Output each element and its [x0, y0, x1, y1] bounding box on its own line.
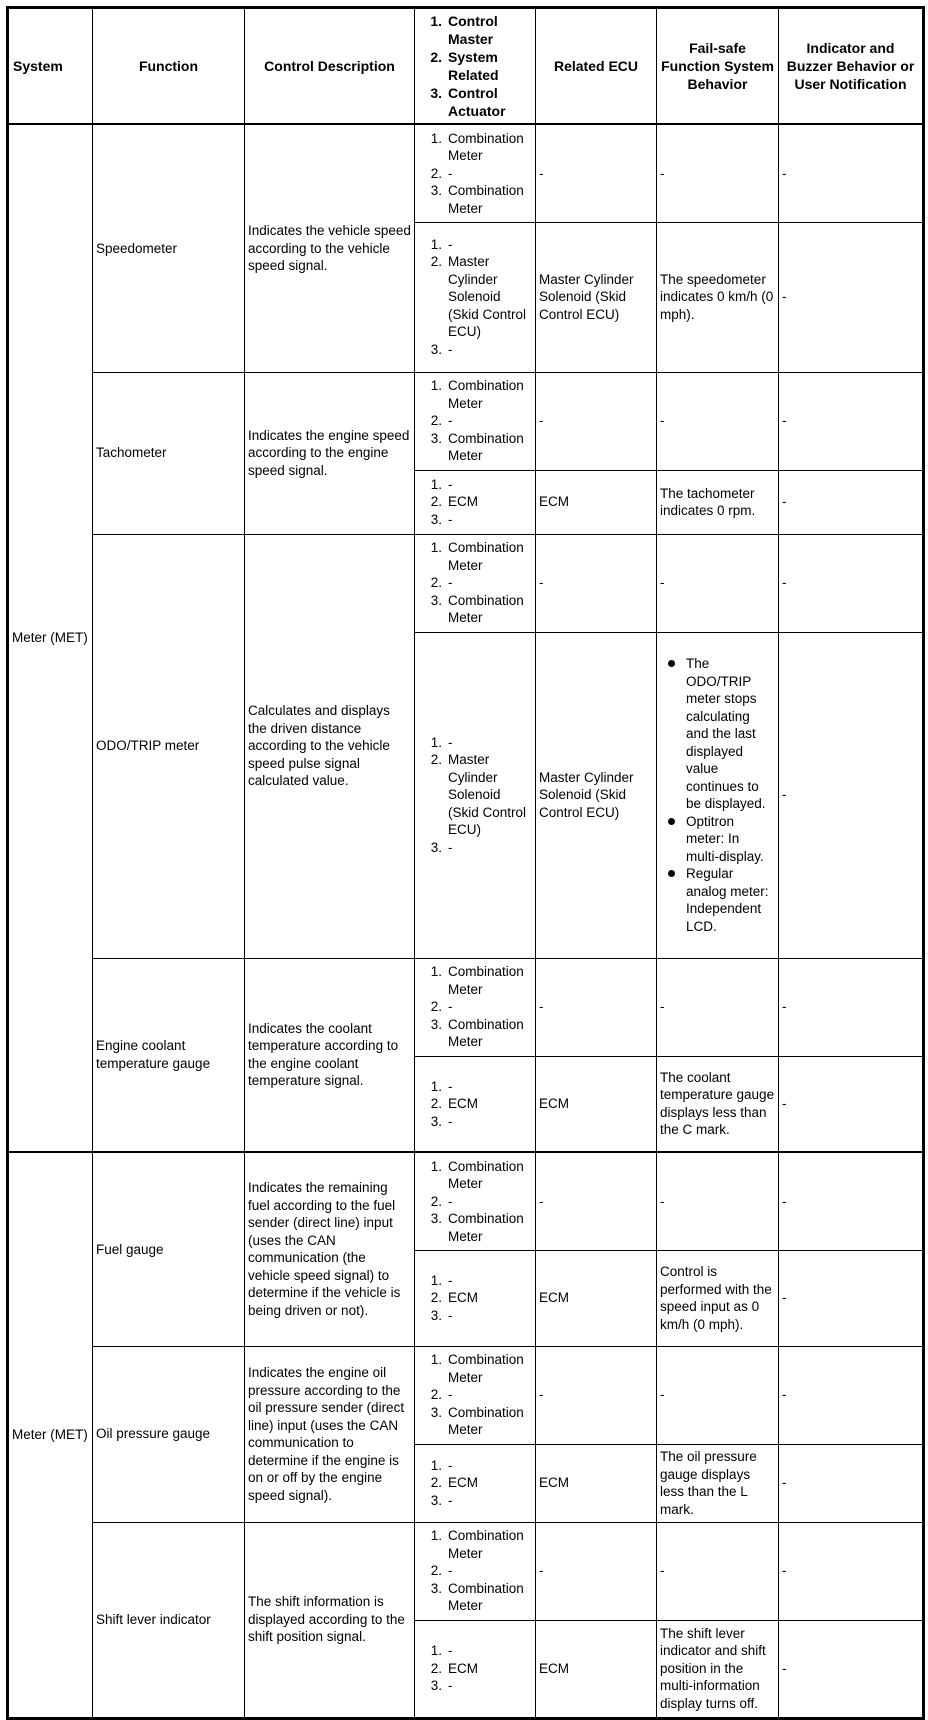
related-ecu-cell: ECM [536, 1056, 657, 1152]
control-item: - [448, 341, 453, 357]
header-indicator: Indicator and Buzzer Behavior or User Notification [779, 8, 924, 125]
control-cell [415, 372, 536, 470]
related-ecu-cell: Master Cylinder Solenoid (Skid Control ECU) [536, 222, 657, 372]
indicator-cell: - [779, 534, 924, 632]
control-list [418, 130, 532, 218]
failsafe-list [660, 655, 775, 935]
control-item: Combination Meter [448, 964, 524, 997]
control-list [418, 1527, 532, 1615]
related-ecu-cell: - [536, 1522, 657, 1620]
control-item: - [448, 1457, 453, 1473]
table-row [8, 534, 924, 632]
related-ecu-cell: - [536, 124, 657, 222]
control-item: Combination Meter [448, 1211, 524, 1244]
control-item: ECM [448, 1096, 478, 1111]
failsafe-cell: - [657, 1152, 779, 1250]
control-list [418, 963, 532, 1051]
indicator-cell: - [779, 632, 924, 958]
control-list [418, 377, 532, 465]
description-cell: Indicates the engine oil pressure according to the oil pressure sender (direct line) input (uses the CAN communication to determine if the engine is on or off by the engine speed signal). [245, 1346, 415, 1522]
control-item: Combination Meter [448, 540, 524, 573]
related-ecu-cell: - [536, 1152, 657, 1250]
control-item: - [448, 511, 453, 527]
control-list [418, 1642, 532, 1695]
system-cell: Meter (MET) [8, 124, 93, 1152]
control-item: Combination Meter [448, 1352, 524, 1385]
table-row [8, 124, 924, 222]
control-cell [415, 1152, 536, 1250]
control-item: - [448, 236, 453, 252]
description-cell: Indicates the engine speed according to the engine speed signal. [245, 372, 415, 534]
control-list [418, 1351, 532, 1439]
control-item: - [448, 1307, 453, 1323]
related-ecu-cell: ECM [536, 470, 657, 534]
control-item: - [448, 839, 453, 855]
control-item: - [448, 1387, 453, 1403]
indicator-cell: - [779, 1522, 924, 1620]
failsafe-cell: - [657, 1346, 779, 1444]
header-system: System [8, 8, 93, 125]
control-item: ECM [448, 1660, 478, 1676]
control-cell [415, 1522, 536, 1620]
indicator-cell: - [779, 124, 924, 222]
indicator-cell: - [779, 1444, 924, 1522]
related-ecu-cell: ECM [536, 1250, 657, 1346]
indicator-cell: - [779, 958, 924, 1056]
control-item: Combination Meter [448, 378, 524, 411]
failsafe-cell: Control is performed with the speed input as 0 km/h (0 mph). [657, 1250, 779, 1346]
control-cell [415, 124, 536, 222]
related-ecu-cell: - [536, 534, 657, 632]
header-failsafe: Fail-safe Function System Behavior [657, 8, 779, 125]
failsafe-cell: The coolant temperature gauge displays less than the C mark. [657, 1056, 779, 1152]
failsafe-cell [657, 632, 779, 958]
control-cell [415, 1346, 536, 1444]
control-item: - [448, 999, 453, 1015]
header-control-actuator: Control Actuator [448, 85, 506, 119]
description-cell: Indicates the remaining fuel according to the fuel sender (direct line) input (uses the CAN communication (the vehicle speed signal) to determine if the vehicle is being driven or not). [245, 1152, 415, 1346]
control-cell [415, 470, 536, 534]
control-cell [415, 958, 536, 1056]
failsafe-cell: The tachometer indicates 0 rpm. [657, 470, 779, 534]
control-item: Combination Meter [448, 1158, 524, 1191]
control-item: Combination Meter [448, 1016, 524, 1050]
control-item: Combination Meter [448, 430, 524, 464]
function-cell: Shift lever indicator [93, 1522, 245, 1718]
system-cell: Meter (MET) [8, 1152, 93, 1718]
control-item: - [448, 575, 453, 591]
description-cell: Calculates and displays the driven distance according to the vehicle speed pulse signal calculated value. [245, 534, 415, 958]
control-item: Combination Meter [448, 130, 524, 163]
header-control-master: Control Master [448, 13, 498, 47]
control-item: - [448, 413, 453, 429]
control-item: - [448, 1492, 453, 1508]
control-cell [415, 534, 536, 632]
control-item: - [448, 1563, 453, 1579]
failsafe-cell: - [657, 534, 779, 632]
control-list [418, 734, 532, 857]
control-list [418, 539, 532, 627]
related-ecu-cell: - [536, 372, 657, 470]
control-item: Combination Meter [448, 1580, 524, 1614]
failsafe-cell: The speedometer indicates 0 km/h (0 mph). [657, 222, 779, 372]
control-item: Combination Meter [448, 592, 524, 626]
function-cell: Tachometer [93, 372, 245, 534]
control-item: - [448, 165, 453, 181]
description-cell: Indicates the coolant temperature according to the engine coolant temperature signal. [245, 958, 415, 1152]
related-ecu-cell: ECM [536, 1620, 657, 1718]
indicator-cell: - [779, 1152, 924, 1250]
control-item: - [448, 1113, 453, 1129]
header-row [8, 8, 924, 125]
indicator-cell: - [779, 1056, 924, 1152]
control-item: ECM [448, 494, 478, 510]
system-function-table [6, 6, 925, 1720]
header-control [415, 8, 536, 125]
related-ecu-cell: - [536, 958, 657, 1056]
indicator-cell: - [779, 470, 924, 534]
control-list [418, 1272, 532, 1325]
description-cell: Indicates the vehicle speed according to the vehicle speed signal. [245, 124, 415, 372]
control-cell [415, 1056, 536, 1152]
control-item: - [448, 734, 453, 750]
failsafe-cell: - [657, 372, 779, 470]
failsafe-cell: The shift lever indicator and shift position in the multi-information display turns off. [657, 1620, 779, 1718]
related-ecu-cell: - [536, 1346, 657, 1444]
failsafe-bullet: Optitron meter: In multi-display. [686, 813, 775, 866]
control-item: - [448, 1193, 453, 1209]
table-body [8, 124, 924, 1718]
failsafe-bullet: Regular analog meter: Independent LCD. [686, 865, 775, 935]
related-ecu-cell: Master Cylinder Solenoid (Skid Control ECU) [536, 632, 657, 958]
control-item: - [448, 1643, 453, 1659]
control-list [418, 1457, 532, 1510]
table-row [8, 1346, 924, 1444]
header-related-ecu: Related ECU [536, 8, 657, 125]
failsafe-cell: The oil pressure gauge displays less than the L mark. [657, 1444, 779, 1522]
control-item: - [448, 1678, 453, 1694]
control-list [418, 236, 532, 359]
indicator-cell: - [779, 1620, 924, 1718]
control-item: Combination Meter [448, 183, 524, 216]
table-row [8, 958, 924, 1056]
failsafe-cell: - [657, 124, 779, 222]
control-list [418, 1158, 532, 1246]
description-cell: The shift information is displayed according to the shift position signal. [245, 1522, 415, 1718]
indicator-cell: - [779, 222, 924, 372]
control-cell [415, 632, 536, 958]
control-cell [415, 1444, 536, 1522]
control-item: Master Cylinder Solenoid (Skid Control ECU) [448, 254, 527, 340]
function-cell: Speedometer [93, 124, 245, 372]
control-list [418, 1078, 532, 1131]
control-item: ECM [448, 1475, 478, 1491]
control-item: Combination Meter [448, 1404, 524, 1438]
control-cell [415, 1250, 536, 1346]
control-item: - [448, 1078, 453, 1094]
indicator-cell: - [779, 372, 924, 470]
related-ecu-cell: ECM [536, 1444, 657, 1522]
control-item: - [448, 476, 453, 492]
function-cell: Engine coolant temperature gauge [93, 958, 245, 1152]
control-cell [415, 222, 536, 372]
failsafe-cell: - [657, 958, 779, 1056]
function-cell: ODO/TRIP meter [93, 534, 245, 958]
control-cell [415, 1620, 536, 1718]
control-item: ECM [448, 1290, 478, 1306]
control-item: Master Cylinder Solenoid (Skid Control ECU) [448, 752, 527, 838]
control-item: - [448, 1272, 453, 1288]
table-row [8, 1522, 924, 1620]
indicator-cell: - [779, 1346, 924, 1444]
control-item: Combination Meter [448, 1528, 524, 1561]
table-row [8, 372, 924, 470]
failsafe-bullet: The ODO/TRIP meter stops calculating and the last displayed value continues to be displayed. [686, 655, 775, 813]
control-list [418, 476, 532, 529]
header-control-description: Control Description [245, 8, 415, 125]
header-system-related: System Related [448, 49, 499, 83]
function-cell: Fuel gauge [93, 1152, 245, 1346]
failsafe-cell: - [657, 1522, 779, 1620]
function-cell: Oil pressure gauge [93, 1346, 245, 1522]
table-row [8, 1152, 924, 1250]
header-function: Function [93, 8, 245, 125]
indicator-cell: - [779, 1250, 924, 1346]
